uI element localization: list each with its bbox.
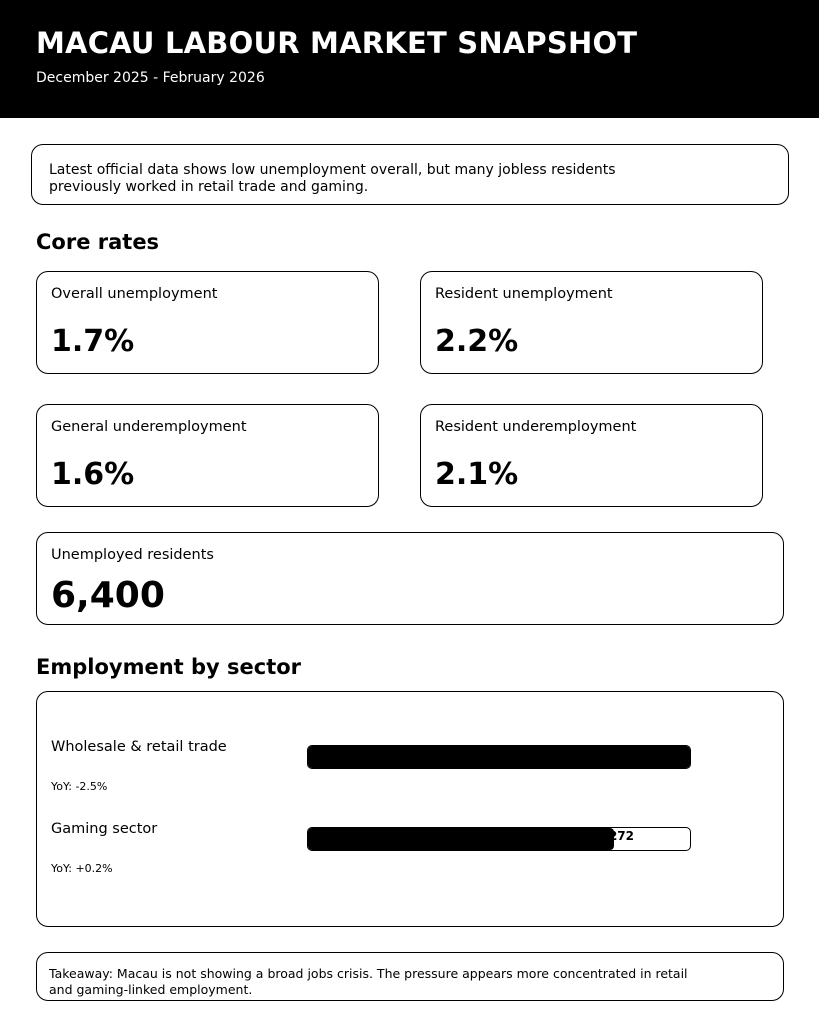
sector-bar-track [307, 827, 691, 851]
intro-text: Latest official data shows low unemployment overall, but many jobless residents previously worked in retail trade and gaming. [49, 162, 616, 195]
general-underemployment-card [36, 404, 379, 507]
page-title: MACAU LABOUR MARKET SNAPSHOT [36, 26, 638, 60]
card-label: General underemployment [51, 419, 247, 435]
date-range: December 2025 - February 2026 [36, 70, 265, 86]
sector-bar-value: 272 [608, 829, 634, 843]
sector-yoy: YoY: +0.2% [51, 862, 113, 875]
takeaway-text: Takeaway: Macau is not showing a broad jobs crisis. The pressure appears more concentrated in retail and gaming-linked employment. [49, 966, 688, 997]
resident-unemployment-card [420, 271, 763, 374]
card-label: Resident unemployment [435, 286, 613, 302]
sector-name: Gaming sector [51, 821, 158, 837]
card-value: 1.7% [51, 324, 135, 359]
card-label: Unemployed residents [51, 547, 214, 563]
intro-box [31, 144, 789, 205]
sector-bar-track [307, 745, 691, 769]
sector-name: Wholesale & retail trade [51, 739, 227, 755]
unemployed-residents-card [36, 532, 784, 625]
card-value: 2.1% [435, 457, 519, 492]
card-label: Resident underemployment [435, 419, 637, 435]
resident-underemployment-card [420, 404, 763, 507]
card-value: 1.6% [51, 457, 135, 492]
sectors-heading: Employment by sector [36, 655, 302, 679]
card-value: 6,400 [51, 575, 165, 616]
sector-yoy: YoY: -2.5% [51, 780, 108, 793]
sectors-panel [36, 691, 784, 927]
sector-bar-fill [308, 828, 614, 850]
core-rates-heading: Core rates [36, 230, 160, 254]
sector-bar-fill [308, 746, 690, 768]
takeaway-box [36, 952, 784, 1001]
overall-unemployment-card [36, 271, 379, 374]
card-value: 2.2% [435, 324, 519, 359]
header-banner [0, 0, 819, 118]
card-label: Overall unemployment [51, 286, 218, 302]
